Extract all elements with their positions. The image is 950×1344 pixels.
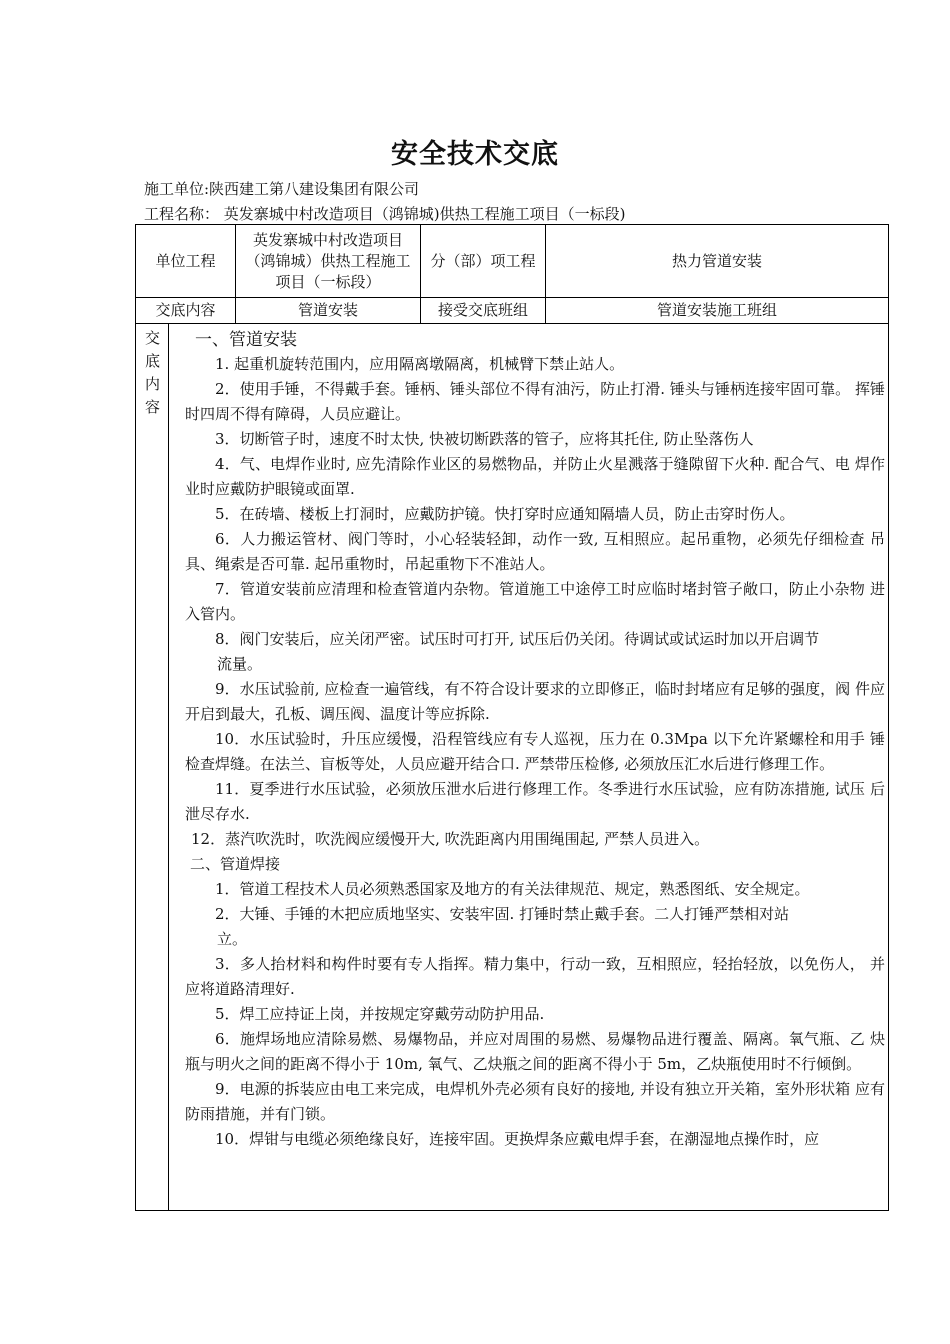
- section-title: 二、管道焊接: [190, 855, 281, 873]
- paragraph: 7．管道安装前应清理和检查管道内杂物。管道施工中途停工时应临时堵封管子敞口，防止小杂物 进入管内。: [185, 580, 885, 623]
- team-value: 管道安装施工班组: [546, 298, 889, 324]
- paragraph: 9．电源的拆装应由电工来完成，电焊机外壳必须有良好的接地, 并设有独立开关箱，室外形状箱 应有防雨措施，并有门锁。: [185, 1080, 885, 1123]
- paragraph-continuation: 立。: [217, 930, 248, 948]
- content-value: 管道安装: [236, 298, 421, 324]
- paragraph: 10．焊钳与电缆必须绝缘良好，连接牢固。更换焊条应戴电焊手套，在潮湿地点操作时，应: [215, 1130, 820, 1148]
- briefing-text: [185, 328, 885, 1152]
- team-label: 接受交底班组: [421, 298, 546, 324]
- paragraph: 12．蒸汽吹洗时，吹洗阀应缓慢开大, 吹洗距离内用围绳围起, 严禁人员进入。: [191, 830, 710, 848]
- paragraph: 6．施焊场地应清除易燃、易爆物品，并应对周围的易燃、易爆物品进行覆盖、隔离。氧气瓶、乙 炔瓶与明火之间的距离不得小于 10m, 氧气、乙炔瓶之间的距离不得小于 5m，乙炔瓶使用时不行倾倒。: [185, 1030, 885, 1073]
- paragraph: 5．焊工应持证上岗，并按规定穿戴劳动防护用品.: [215, 1005, 545, 1023]
- section-title: 一、管道安装: [195, 330, 297, 350]
- content-label: 交底内容: [136, 298, 236, 324]
- construction-company: 施工单位:陕西建工第八建设集团有限公司: [144, 180, 420, 198]
- paragraph: 11．夏季进行水压试验，必须放压泄水后进行修理工作。冬季进行水压试验，应有防冻措施, 试压 后泄尽存水.: [185, 780, 885, 823]
- paragraph: 9．水压试验前, 应检查一遍管线，有不符合设计要求的立即修正，临时封堵应有足够的强度，阀 件应开启到最大，孔板、调压阀、温度计等应拆除.: [185, 680, 885, 723]
- paragraph: 4．气、电焊作业时, 应先清除作业区的易燃物品，并防止火星溅落于缝隙留下火种. 配合气、电 焊作业时应戴防护眼镜或面罩.: [185, 455, 885, 498]
- side-char: 容: [145, 398, 161, 416]
- document-title: 安全技术交底: [391, 139, 559, 170]
- paragraph: 10．水压试验时，升压应缓慢，沿程管线应有专人巡视，压力在 0.3Mpa 以下允许紧螺栓和用手 锤 检查焊缝。在法兰、盲板等处，人员应避开结合口. 严禁带压检修, 必须放压汇水后进行修理工作。: [185, 730, 885, 773]
- paragraph: 6．人力搬运管材、阀门等时，小心轻装轻卸，动作一致, 互相照应。起吊重物，必须先仔细检查 吊具、绳索是否可靠. 起吊重物时，吊起重物下不准站人。: [185, 530, 885, 573]
- project-name: 工程名称： 英发寨城中村改造项目（鸿锦城)供热工程施工项目（一标段): [144, 205, 626, 223]
- table-row: [136, 298, 889, 324]
- paragraph: 1. 起重机旋转范围内，应用隔离墩隔离，机械臂下禁止站人。: [215, 355, 625, 373]
- header-table: [135, 224, 889, 324]
- unit-value: 英发寨城中村改造项目（鸿锦城）供热工程施工项目（一标段）: [236, 225, 421, 298]
- paragraph: 2．使用手锤，不得戴手套。锤柄、锤头部位不得有油污，防止打滑. 锤头与锤柄连接牢固可靠。 挥锤时四周不得有障碍，人员应避让。: [185, 380, 885, 423]
- table-row: [136, 225, 889, 298]
- unit-label: 单位工程: [136, 225, 236, 298]
- paragraph: 3．多人抬材料和构件时要有专人指挥。精力集中，行动一致，互相照应，轻抬轻放，以免伤人， 并应将道路清理好.: [185, 955, 885, 998]
- paragraph-continuation: 流量。: [217, 655, 263, 673]
- side-label: [136, 324, 169, 1210]
- paragraph: 5．在砖墙、楼板上打洞时，应戴防护镜。快打穿时应通知隔墙人员，防止击穿时伤人。: [215, 505, 795, 523]
- paragraph: 2．大锤、手锤的木把应质地坚实、安装牢固. 打锤时禁止戴手套。二人打锤严禁相对站: [215, 905, 790, 923]
- subproject-label: 分（部）项工程: [421, 225, 546, 298]
- paragraph: 3．切断管子时，速度不时太快, 快被切断跌落的管子，应将其托住, 防止坠落伤人: [215, 430, 754, 448]
- side-char: 内: [145, 375, 161, 393]
- paragraph: 1．管道工程技术人员必须熟悉国家及地方的有关法律规范、规定，熟悉图纸、安全规定。: [215, 880, 810, 898]
- subproject-value: 热力管道安装: [546, 225, 889, 298]
- side-char: 交: [145, 329, 161, 347]
- paragraph: 8．阀门安装后，应关闭严密。试压时可打开, 试压后仍关闭。待调试或试运时加以开启调节: [215, 630, 820, 648]
- side-char: 底: [145, 352, 161, 370]
